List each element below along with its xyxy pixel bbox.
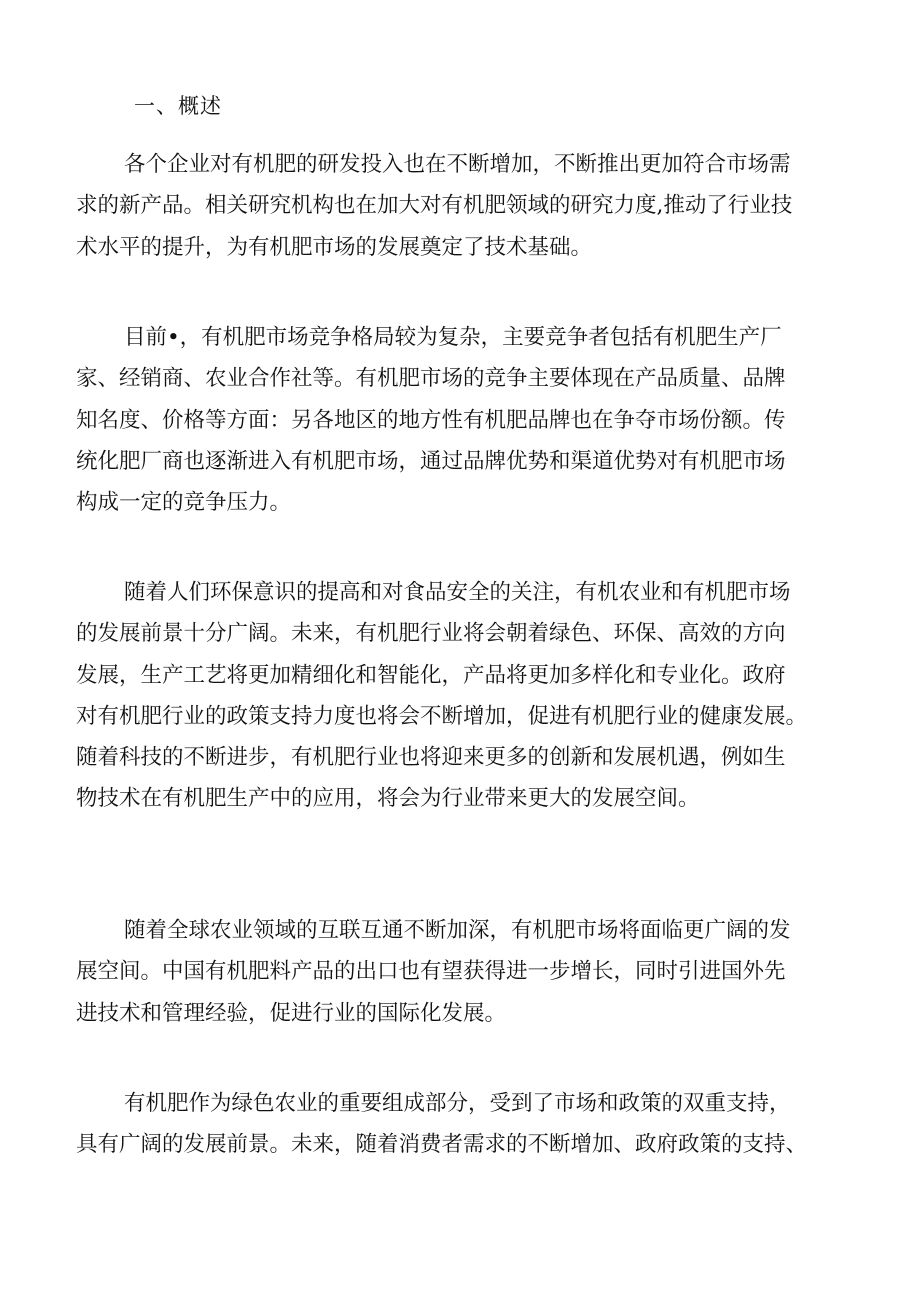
paragraph-line: 对有机肥行业的政策支持力度也将会不断增加，促进有机肥行业的健康发展。 [76,703,808,729]
paragraph-line: 有机肥作为绿色农业的重要组成部分，受到了市场和政策的双重支持， [124,1091,791,1116]
paragraph-line: 随着全球农业领域的互联互通不断加深，有机肥市场将面临更广阔的发 [124,918,791,943]
paragraph-line: 术水平的提升，为有机肥市场的发展奠定了技术基础。 [76,234,593,260]
paragraph-line: 构成一定的竞争压力。 [76,490,292,516]
paragraph-1 [76,144,854,268]
paragraph-line: 随着科技的不断进步，有机肥行业也将迎来更多的创新和发展机遇，例如生 [76,745,786,771]
paragraph-line: 发展，生产工艺将更加精细化和智能化，产品将更加多样化和专业化。政府 [76,662,786,688]
paragraph-line: 物技术在有机肥生产中的应用，将会为行业带来更大的发展空间。 [76,786,700,812]
paragraph-2 [76,317,854,523]
paragraph-line: 随着人们环保意识的提高和对食品安全的关注，有机农业和有机肥市场 [124,580,791,605]
paragraph-4 [76,910,854,1034]
paragraph-line: 进技术和管理经验，促进行业的国际化发展。 [76,1000,507,1026]
paragraph-line: 统化肥厂商也逐渐进入有机肥市场，通过品牌优势和渠道优势对有机肥市场 [76,448,786,474]
section-heading: 一、概述 [134,94,222,118]
paragraph-line: 的发展前景十分广阔。未来，有机肥行业将会朝着绿色、环保、高效的方向 [76,621,786,647]
paragraph-line: 目前•，有机肥市场竞争格局较为复杂，主要竞争者包括有机肥生产厂 [124,325,782,350]
paragraph-line: 家、经销商、农业合作社等。有机肥市场的竞争主要体现在产品质量、品牌 [76,366,786,392]
paragraph-3 [76,572,854,820]
paragraph-line: 各个企业对有机肥的研发投入也在不断增加，不断推出更加符合市场需 [124,152,791,177]
paragraph-line: 求的新产品。相关研究机构也在加大对有机肥领域的研究力度,推动了行业技 [76,193,793,219]
paragraph-line: 展空间。中国有机肥料产品的出口也有望获得进一步增长，同时引进国外先 [76,959,786,985]
paragraph-line: 知名度、价格等方面：另各地区的地方性有机肥品牌也在争夺市场份额。传 [76,407,786,433]
paragraph-5 [76,1083,854,1166]
paragraph-line: 具有广阔的发展前景。未来，随着消费者需求的不断增加、政府政策的支持、 [76,1132,808,1158]
